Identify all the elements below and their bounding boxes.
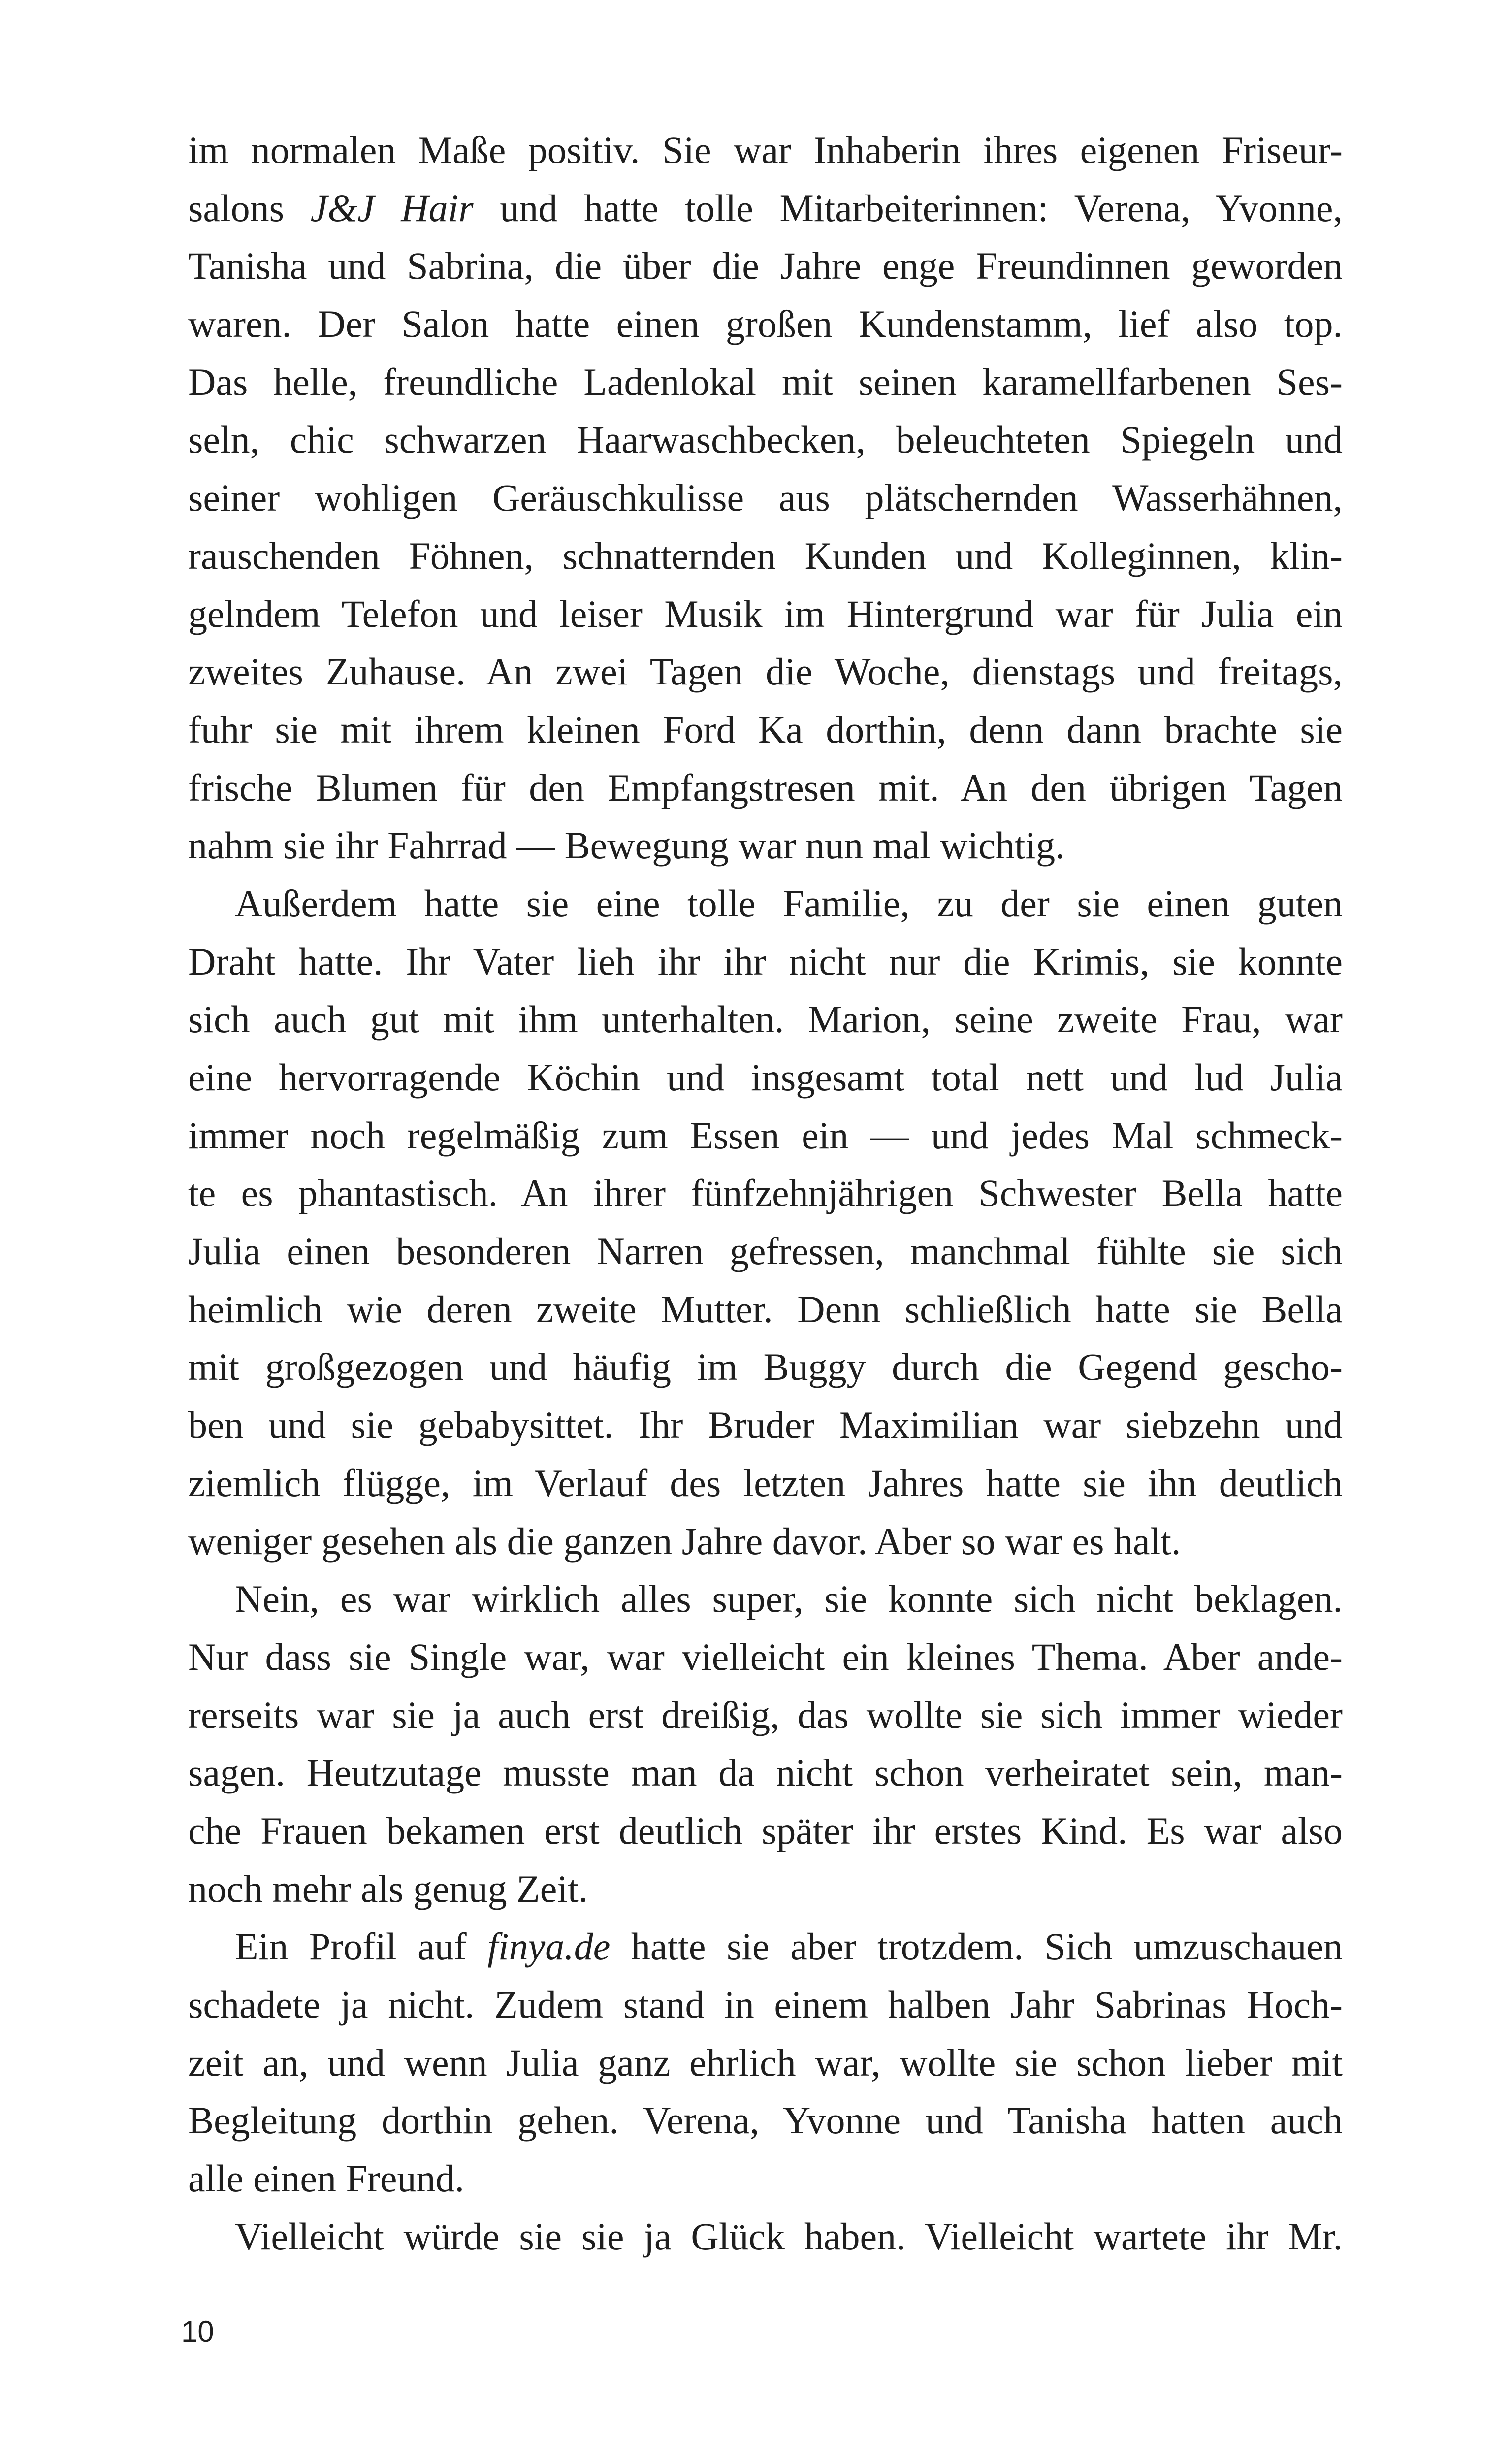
text-line: Nein, es war wirklich alles super, sie konnte sich nicht beklagen. — [235, 1577, 1343, 1621]
text-line: mit großgezogen und häufig im Buggy durch die Gegend gescho- — [188, 1345, 1343, 1389]
body-text — [188, 121, 1343, 2265]
text-line: zeit an, und wenn Julia ganz ehrlich war, wollte sie schon lieber mit — [188, 2041, 1343, 2084]
text-segment: salons — [188, 186, 311, 229]
text-line: Begleitung dorthin gehen. Verena, Yvonne und Tanisha hatten auch — [188, 2099, 1343, 2142]
text-line: immer noch regelmäßig zum Essen ein — und jedes Mal schmeck- — [188, 1113, 1343, 1157]
text-line: weniger gesehen als die ganzen Jahre davor. Aber so war es halt. — [188, 1519, 1181, 1563]
text-line: nahm sie ihr Fahrrad — Bewegung war nun mal wichtig. — [188, 824, 1065, 867]
paragraph — [188, 2208, 1343, 2266]
text-line: heimlich wie deren zweite Mutter. Denn schließlich hatte sie Bella — [188, 1287, 1343, 1331]
text-line: Vielleicht würde sie sie ja Glück haben. Vielleicht wartete ihr Mr. — [235, 2215, 1343, 2258]
text-line: im normalen Maße positiv. Sie war Inhaberin ihres eigenen Friseur- — [188, 129, 1343, 171]
text-line: Das helle, freundliche Ladenlokal mit seinen karamellfarbenen Ses- — [188, 360, 1343, 403]
text-segment: und hatte tolle Mitarbeiterinnen: Verena, Yvonne, — [473, 186, 1343, 229]
text-line: Julia einen besonderen Narren gefressen, manchmal fühlte sie sich — [188, 1230, 1343, 1273]
page-number: 10 — [181, 2315, 214, 2348]
text-line: Nur dass sie Single war, war vielleicht ein kleines Thema. Aber ande- — [188, 1635, 1343, 1678]
text-segment: Ein Profil auf — [235, 1925, 488, 1968]
text-segment: hatte sie aber trotzdem. Sich umzuschauen — [610, 1925, 1343, 1968]
text-line: sagen. Heutzutage musste man da nicht schon verheiratet sein, man- — [188, 1751, 1343, 1794]
text-line: eine hervorragende Köchin und insgesamt total nett und lud Julia — [188, 1056, 1343, 1099]
text-line: fuhr sie mit ihrem kleinen Ford Ka dorthin, denn dann brachte sie — [188, 708, 1343, 751]
paragraph — [188, 1918, 1343, 2207]
text-line: te es phantastisch. An ihrer fünfzehnjährigen Schwester Bella hatte — [188, 1172, 1343, 1215]
text-line: rauschenden Föhnen, schnatternden Kunden und Kolleginnen, klin- — [188, 534, 1343, 577]
text-line: che Frauen bekamen erst deutlich später ihr erstes Kind. Es war also — [188, 1809, 1343, 1852]
text-line: sich auch gut mit ihm unterhalten. Marion, seine zweite Frau, war — [188, 998, 1343, 1041]
text-line: frische Blumen für den Empfangstresen mit. An den übrigen Tagen — [188, 766, 1343, 809]
text-line: seiner wohligen Geräuschkulisse aus plätschernden Wasserhähnen, — [188, 476, 1343, 520]
paragraph — [188, 121, 1343, 875]
text-line: ben und sie gebabysittet. Ihr Bruder Maximilian war siebzehn und — [188, 1403, 1343, 1447]
paragraph — [188, 875, 1343, 1570]
text-line: Außerdem hatte sie eine tolle Familie, zu der sie einen guten — [235, 881, 1343, 925]
text-line: schadete ja nicht. Zudem stand in einem halben Jahr Sabrinas Hoch- — [188, 1983, 1343, 2026]
text-line: ziemlich flügge, im Verlauf des letzten Jahres hatte sie ihn deutlich — [188, 1461, 1343, 1504]
text-line — [188, 179, 1343, 237]
text-line: alle einen Freund. — [188, 2157, 464, 2200]
text-line: seln, chic schwarzen Haarwaschbecken, beleuchteten Spiegeln und — [188, 418, 1343, 461]
paragraph — [188, 1570, 1343, 1918]
italic-term: J&J Hair — [310, 186, 474, 229]
text-line: zweites Zuhause. An zwei Tagen die Woche, dienstags und freitags, — [188, 650, 1343, 693]
text-line: Draht hatte. Ihr Vater lieh ihr ihr nicht nur die Krimis, sie konnte — [188, 940, 1343, 983]
text-line: gelndem Telefon und leiser Musik im Hintergrund war für Julia ein — [188, 592, 1343, 635]
text-line: waren. Der Salon hatte einen großen Kundenstamm, lief also top. — [188, 302, 1343, 346]
text-line: noch mehr als genug Zeit. — [188, 1867, 588, 1910]
text-line — [188, 1918, 1343, 1976]
italic-term: finya.de — [487, 1925, 611, 1968]
text-line: Tanisha und Sabrina, die über die Jahre enge Freundinnen geworden — [188, 244, 1343, 288]
text-line: rerseits war sie ja auch erst dreißig, das wollte sie sich immer wieder — [188, 1693, 1343, 1736]
